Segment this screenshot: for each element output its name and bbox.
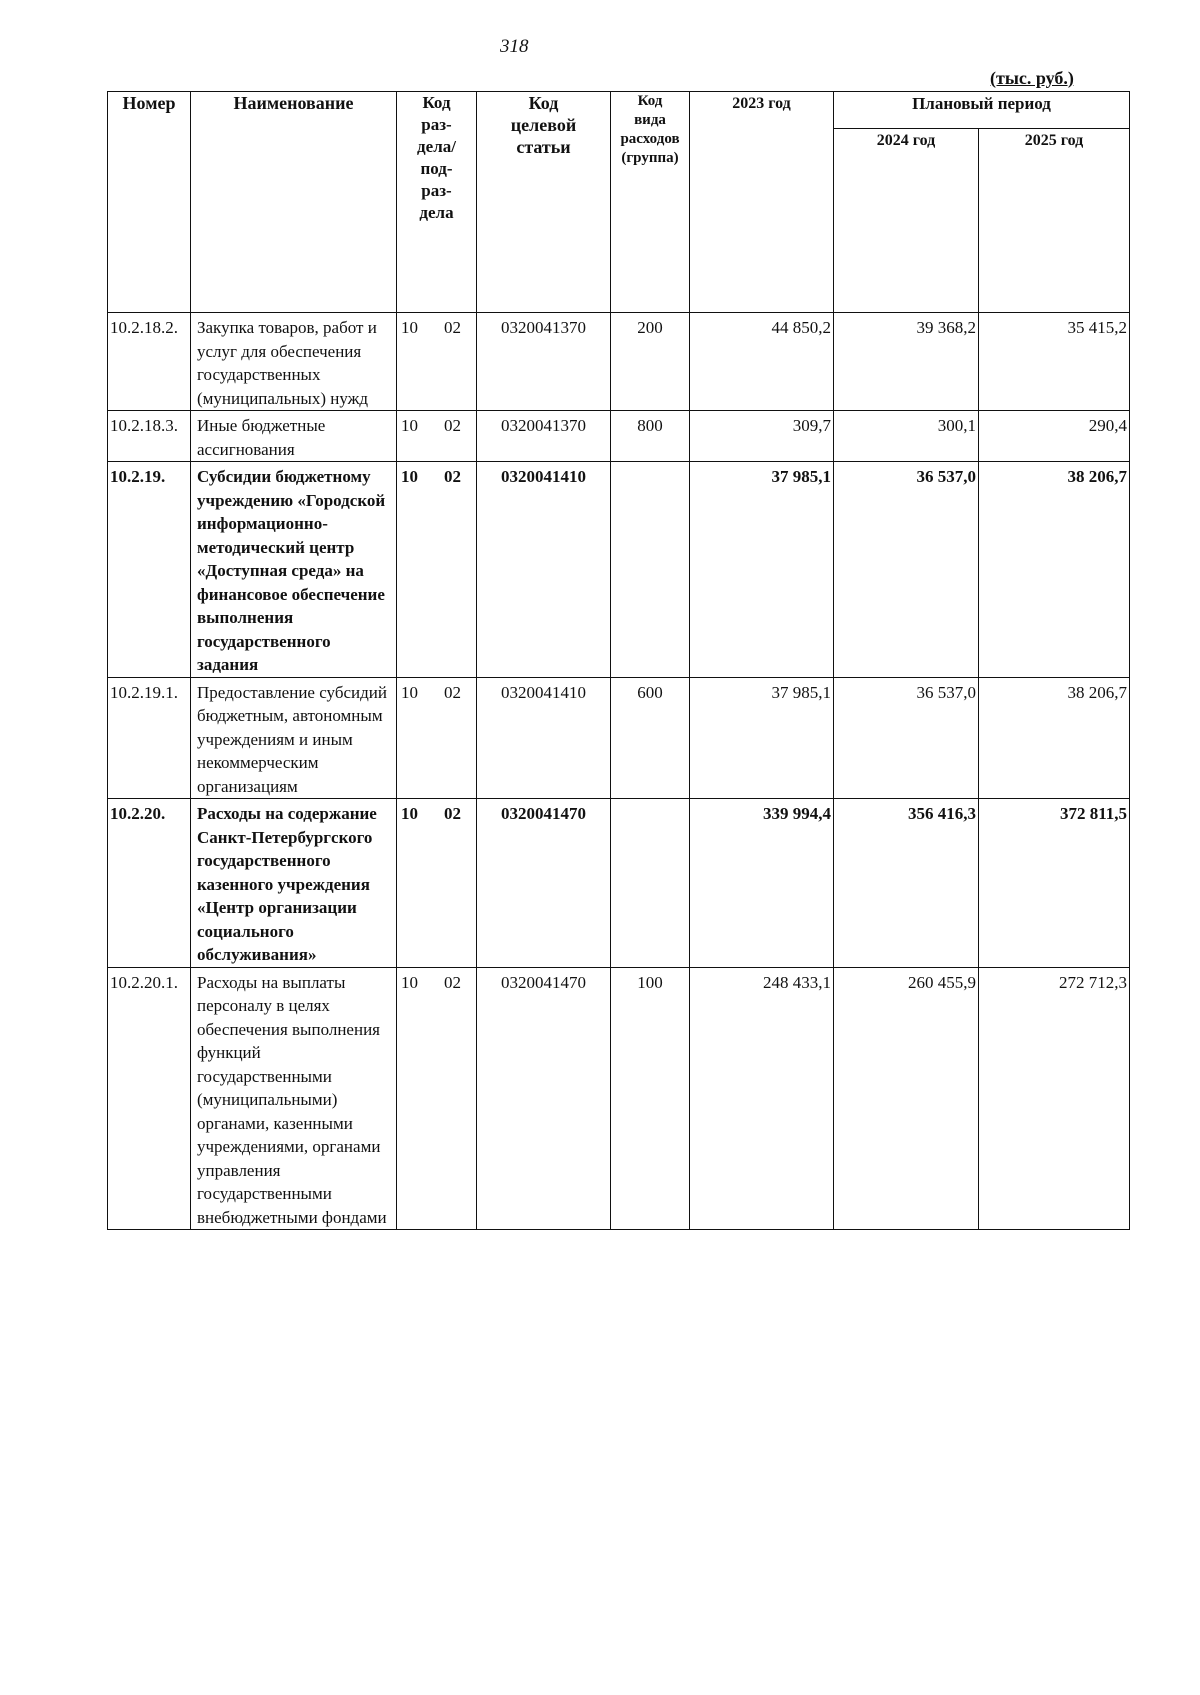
page-number: 318 — [500, 36, 529, 57]
row-amount-2025: 290,4 — [979, 411, 1130, 462]
row-section-code — [397, 677, 477, 799]
table-row — [108, 462, 1130, 678]
row-amount-2023: 37 985,1 — [690, 462, 834, 678]
header-year-2023: 2023 год — [690, 92, 834, 313]
row-number: 10.2.18.2. — [108, 313, 191, 411]
table-row — [108, 411, 1130, 462]
row-amount-2025: 38 206,7 — [979, 462, 1130, 678]
row-amount-2025: 38 206,7 — [979, 677, 1130, 799]
row-number: 10.2.19.1. — [108, 677, 191, 799]
row-article-code: 0320041370 — [477, 313, 611, 411]
row-name: Расходы на содержание Санкт-Петербургского государственного казенного учреждения «Центр организации социального обслуживания» — [191, 799, 397, 968]
header-expense-type-code: Код вида расходов (группа) — [611, 92, 690, 313]
row-amount-2024: 260 455,9 — [834, 967, 979, 1230]
row-amount-2024: 300,1 — [834, 411, 979, 462]
row-section-code — [397, 462, 477, 678]
row-section-code — [397, 967, 477, 1230]
row-subsection: 02 — [444, 972, 461, 992]
row-name: Предоставление субсидий бюджетным, автономным учреждениям и иным некоммерческим организациям — [191, 677, 397, 799]
row-amount-2024: 39 368,2 — [834, 313, 979, 411]
row-amount-2025: 372 811,5 — [979, 799, 1130, 968]
row-amount-2023: 44 850,2 — [690, 313, 834, 411]
row-section-code — [397, 799, 477, 968]
row-number: 10.2.18.3. — [108, 411, 191, 462]
header-planned-period: Плановый период — [834, 92, 1130, 129]
row-number: 10.2.19. — [108, 462, 191, 678]
row-expense-type: 600 — [611, 677, 690, 799]
row-article-code: 0320041470 — [477, 799, 611, 968]
row-amount-2023: 339 994,4 — [690, 799, 834, 968]
table-row — [108, 799, 1130, 968]
row-section: 10 — [401, 682, 418, 702]
row-amount-2025: 272 712,3 — [979, 967, 1130, 1230]
header-name: Наименование — [191, 92, 397, 313]
row-section: 10 — [401, 416, 418, 435]
row-article-code: 0320041470 — [477, 967, 611, 1230]
table-header — [108, 92, 1130, 313]
row-name: Расходы на выплаты персоналу в целях обеспечения выполнения функций государственными (муниципальными) органами, казенными учреждениями, органами управления государственными внебюджетными фондами — [191, 967, 397, 1230]
units-label: (тыс. руб.) — [990, 68, 1074, 88]
row-amount-2024: 356 416,3 — [834, 799, 979, 968]
header-article-code: Код целевой статьи — [477, 92, 611, 313]
row-amount-2024: 36 537,0 — [834, 462, 979, 678]
row-article-code: 0320041410 — [477, 677, 611, 799]
table-row — [108, 313, 1130, 411]
row-expense-type — [611, 462, 690, 678]
table-row — [108, 677, 1130, 799]
row-section: 10 — [401, 804, 418, 823]
row-amount-2025: 35 415,2 — [979, 313, 1130, 411]
budget-table — [107, 91, 1130, 1230]
row-section: 10 — [401, 972, 418, 992]
row-expense-type: 100 — [611, 967, 690, 1230]
row-name: Иные бюджетные ассигнования — [191, 411, 397, 462]
row-amount-2023: 248 433,1 — [690, 967, 834, 1230]
row-expense-type — [611, 799, 690, 968]
table-body — [108, 313, 1130, 1230]
row-expense-type: 800 — [611, 411, 690, 462]
row-section: 10 — [401, 467, 418, 486]
header-section-code: Код раз- дела/ под- раз- дела — [397, 92, 477, 313]
row-article-code: 0320041370 — [477, 411, 611, 462]
row-amount-2023: 309,7 — [690, 411, 834, 462]
row-subsection: 02 — [444, 318, 461, 337]
row-number: 10.2.20.1. — [108, 967, 191, 1230]
table-row — [108, 967, 1130, 1230]
header-year-2024: 2024 год — [834, 129, 979, 313]
row-name: Закупка товаров, работ и услуг для обеспечения государственных (муниципальных) нужд — [191, 313, 397, 411]
row-subsection: 02 — [444, 682, 461, 702]
row-name: Субсидии бюджетному учреждению «Городской информационно-методический центр «Доступная среда» на финансовое обеспечение выполнения государственного задания — [191, 462, 397, 678]
row-subsection: 02 — [444, 467, 461, 486]
row-section-code — [397, 411, 477, 462]
row-subsection: 02 — [444, 416, 461, 435]
row-expense-type: 200 — [611, 313, 690, 411]
row-article-code: 0320041410 — [477, 462, 611, 678]
row-amount-2023: 37 985,1 — [690, 677, 834, 799]
row-section-code — [397, 313, 477, 411]
header-year-2025: 2025 год — [979, 129, 1130, 313]
row-section: 10 — [401, 318, 418, 337]
row-amount-2024: 36 537,0 — [834, 677, 979, 799]
row-subsection: 02 — [444, 804, 461, 823]
row-number: 10.2.20. — [108, 799, 191, 968]
header-number: Номер — [108, 92, 191, 313]
